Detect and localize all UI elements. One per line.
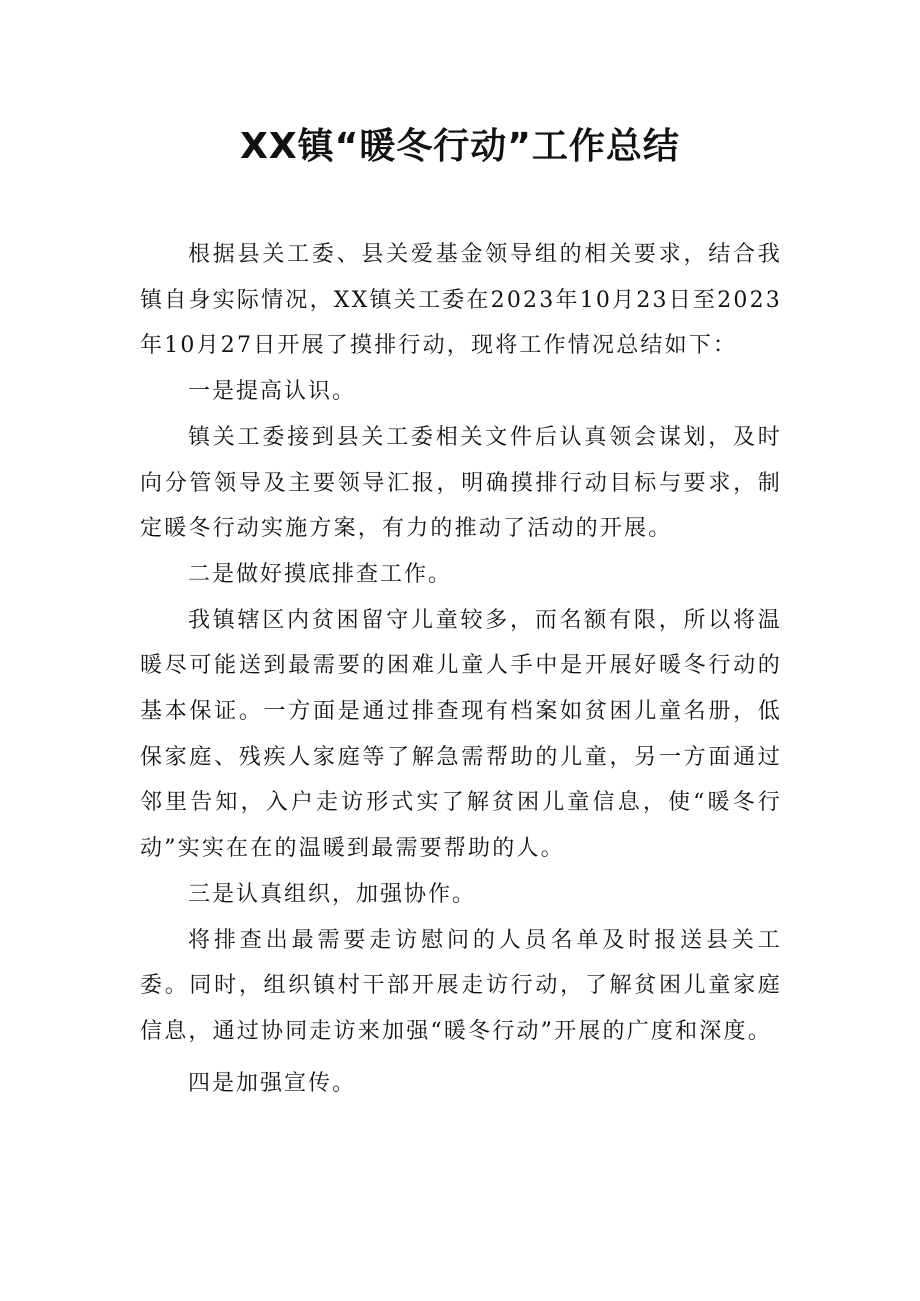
- section-heading-4: 四是加强宣传。: [188, 1070, 357, 1096]
- section-paragraph-1: 镇关工委接到县关工委相关文件后认真领会谋划，及时向分管领导及主要领导汇报，明确摸排行动目标与要求，制定暖冬行动实施方案，有力的推动了活动的开展。: [140, 424, 782, 542]
- section-paragraph-2: 我镇辖区内贫困留守儿童较多，而名额有限，所以将温暖尽可能送到最需要的困难儿童人手中是开展好暖冬行动的基本保证。一方面是通过排查现有档案如贫困儿童名册，低保家庭、残疾人家庭等了解急需帮助的儿童，另一方面通过邻里告知，入户走访形式实了解贫困儿童信息，使“暖冬行动”实实在在的温暖到最需要帮助的人。: [140, 607, 782, 862]
- document-title: XX镇“暖冬行动”工作总结: [240, 126, 680, 167]
- intro-paragraph: 根据县关工委、县关爱基金领导组的相关要求，结合我镇自身实际情况，XX镇关工委在2023年10月23日至2023年10月27日开展了摸排行动，现将工作情况总结如下：: [140, 242, 782, 359]
- section-paragraph-3: 将排查出最需要走访慰问的人员名单及时报送县关工委。同时，组织镇村干部开展走访行动，了解贫困儿童家庭信息，通过协同走访来加强“暖冬行动”开展的广度和深度。: [140, 927, 782, 1044]
- section-heading-2: 二是做好摸底排查工作。: [188, 561, 453, 587]
- section-heading-3: 三是认真组织，加强协作。: [188, 881, 477, 907]
- section-heading-1: 一是提高认识。: [188, 379, 357, 405]
- document-body: [140, 232, 782, 1106]
